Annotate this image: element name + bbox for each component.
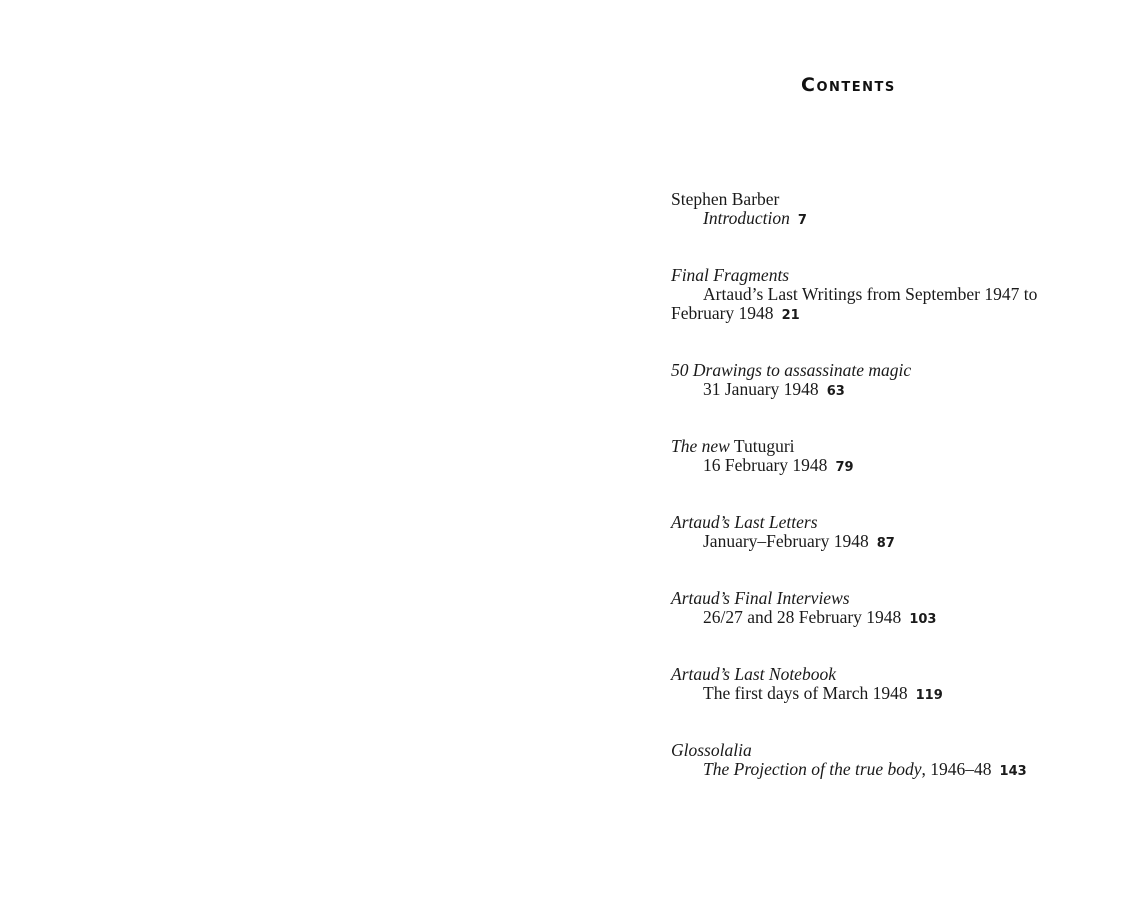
toc-entry-subtitle <box>671 456 1091 477</box>
toc-entry-subtitle <box>671 285 1091 325</box>
toc-page-number: 143 <box>999 764 1027 779</box>
toc-entry-last-letters <box>671 513 1091 553</box>
toc-entry-subtitle <box>671 760 1091 781</box>
toc-page-number: 87 <box>876 536 895 551</box>
toc-entry-subtitle-text: January–February 1948 <box>703 531 869 551</box>
toc-page-number: 103 <box>909 612 937 627</box>
toc-entry-introduction <box>671 190 1091 230</box>
toc-entry-title: Artaud’s Last Notebook <box>671 664 836 684</box>
toc-entry-author: Stephen Barber <box>671 189 780 209</box>
toc-entry-subtitle <box>671 684 1091 705</box>
toc-entry-subtitle <box>671 380 1091 401</box>
toc-entry-50-drawings <box>671 361 1091 401</box>
toc-entry-subtitle-roman: , 1946–48 <box>921 759 992 779</box>
toc-entry-glossolalia <box>671 741 1091 781</box>
toc-page-number: 79 <box>835 460 854 475</box>
toc-entry-subtitle-text: 26/27 and 28 February 1948 <box>703 607 902 627</box>
contents-heading: Contents <box>801 74 896 96</box>
toc-entry-title-roman: Tutuguri <box>729 436 795 456</box>
toc-entry-title: Artaud’s Final Interviews <box>671 588 850 608</box>
toc-entry-title: Glossolalia <box>671 740 752 760</box>
toc-entry-subtitle-text: 16 February 1948 <box>703 455 828 475</box>
toc-entry-title-italic: The new <box>671 436 730 456</box>
toc-entry-subtitle <box>671 608 1091 629</box>
toc-entry-subtitle-text: Introduction <box>703 208 790 228</box>
toc-entry-tutuguri <box>671 437 1091 477</box>
toc-entry-last-notebook <box>671 665 1091 705</box>
right-page-contents <box>571 0 1142 904</box>
toc-entry-subtitle-text: Artaud’s Last Writings from September 1947 to February 1948 <box>671 284 1038 323</box>
toc-entry-title: Final Fragments <box>671 265 790 285</box>
toc-entry-final-interviews <box>671 589 1091 629</box>
toc-entry-title: Artaud’s Last Letters <box>671 512 818 532</box>
toc-page-number: 7 <box>797 213 807 228</box>
toc-entry-subtitle-text: 31 January 1948 <box>703 379 819 399</box>
toc-entry-subtitle <box>671 532 1091 553</box>
toc-entry-title: 50 Drawings to assassinate magic <box>671 360 912 380</box>
toc-page-number: 63 <box>826 384 845 399</box>
toc-entry-subtitle-italic: The Projection of the true body <box>703 759 922 779</box>
toc-entry-subtitle <box>671 209 1091 230</box>
toc-entry-subtitle-text: The first days of March 1948 <box>703 683 908 703</box>
toc-page-number: 119 <box>915 688 943 703</box>
toc-entry-title <box>671 437 1091 456</box>
toc-page-number: 21 <box>781 308 800 323</box>
toc-entry-final-fragments <box>671 266 1091 325</box>
